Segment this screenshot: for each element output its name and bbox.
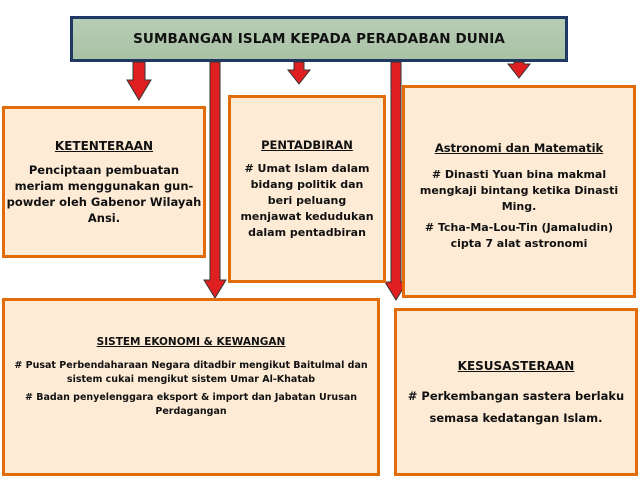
ketenteraan-heading: KETENTERAAN xyxy=(54,139,154,153)
pentadbiran-heading: PENTADBIRAN xyxy=(261,138,353,152)
astronomi-point-1: # Dinasti Yuan bina makmal mengkaji bintang ketika Dinasti Ming. xyxy=(419,168,619,213)
pentadbiran-box xyxy=(228,95,386,283)
ketenteraan-text: Penciptaan pembuatan meriam menggunakan gun-powder oleh Gabenor Wilayah Ansi. xyxy=(6,163,202,225)
arrow-to-ekonomi xyxy=(204,62,226,298)
kesusasteraan-line-2: semasa kedatangan Islam. xyxy=(429,411,603,425)
astronomi-heading: Astronomi dan Matematik xyxy=(434,141,604,155)
ketenteraan-box xyxy=(2,106,206,258)
arrow-to-pentadbiran xyxy=(288,62,310,84)
kesusasteraan-heading: KESUSASTERAAN xyxy=(457,359,575,373)
pentadbiran-text: # Umat Islam dalam bidang politik dan beri peluang menjawat kedudukan dalam pentadbiran xyxy=(240,162,374,239)
arrow-to-astronomi xyxy=(508,62,530,78)
astronomi-box xyxy=(402,85,636,298)
ekonomi-box xyxy=(2,298,380,476)
arrow-to-ketenteraan xyxy=(127,62,151,100)
kesusasteraan-box xyxy=(394,308,638,476)
diagram-title: SUMBANGAN ISLAM KEPADA PERADABAN DUNIA xyxy=(70,16,568,62)
astronomi-point-2: # Tcha-Ma-Lou-Tin (Jamaludin) cipta 7 alat astronomi xyxy=(424,221,614,250)
ekonomi-point-1: # Pusat Perbendaharaan Negara ditadbir mengikut Baitulmal dan sistem cukai mengikut sistem Umar Al-Khatab xyxy=(14,360,368,385)
ekonomi-heading: SISTEM EKONOMI & KEWANGAN xyxy=(96,336,286,348)
ekonomi-point-2: # Badan penyelenggara eksport & import dan Jabatan Urusan Perdagangan xyxy=(24,392,358,417)
kesusasteraan-line-1: # Perkembangan sastera berlaku xyxy=(407,389,625,403)
